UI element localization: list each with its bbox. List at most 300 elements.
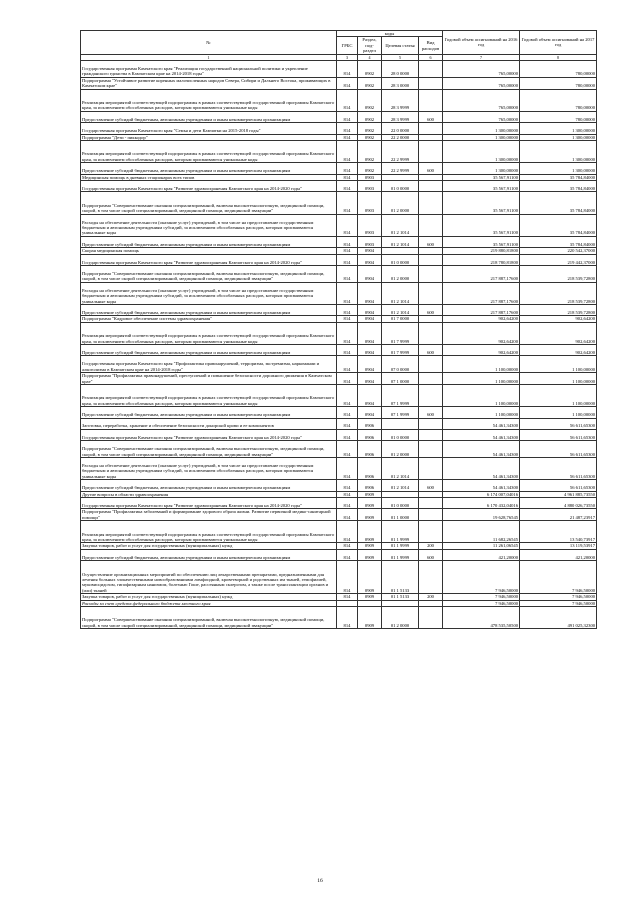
row-razdel: 0902 <box>358 141 382 163</box>
table-row <box>81 304 597 315</box>
row-razdel: 0909 <box>358 491 382 497</box>
table-row <box>81 123 597 134</box>
row-target-article: 01 2 1014 <box>382 480 419 491</box>
row-target-article: 01 2 1014 <box>382 304 419 315</box>
row-amount-2016: 1 100,00000 <box>443 356 520 373</box>
budget-table <box>80 30 597 629</box>
row-grbs: 814 <box>337 384 358 406</box>
table-row <box>81 214 597 236</box>
row-expense-type <box>419 61 443 78</box>
row-expense-type <box>419 441 443 458</box>
row-target-article: 28 3 9999 <box>382 111 419 122</box>
row-amount-2016: 6 174 007,04016 <box>443 491 520 497</box>
row-amount-2017: 491 025,32300 <box>520 607 597 629</box>
header-year-2016: Годовой объем ассигнований на 2016 год <box>443 31 520 55</box>
row-amount-2016: 1 100,00000 <box>443 407 520 418</box>
row-target-article: 07 1 9999 <box>382 407 419 418</box>
row-target-article <box>382 418 419 429</box>
row-grbs: 814 <box>337 192 358 214</box>
row-razdel: 0903 <box>358 236 382 247</box>
row-amount-2016: 765,00000 <box>443 111 520 122</box>
row-grbs: 814 <box>337 174 358 180</box>
row-razdel: 0909 <box>358 561 382 594</box>
row-expense-type <box>419 141 443 163</box>
row-amount-2016: 7 946,50000 <box>443 561 520 594</box>
table-row <box>81 509 597 521</box>
row-name: Закупка товаров, работ и услуг для государственных (муниципальных) нужд <box>81 594 337 600</box>
row-razdel: 0906 <box>358 418 382 429</box>
row-grbs: 814 <box>337 491 358 497</box>
row-name: Медицинская помощь в дневных стационарах всех типов <box>81 174 337 180</box>
row-target-article: 01 1 9999 <box>382 521 419 543</box>
row-amount-2016: 54 461,34300 <box>443 458 520 480</box>
row-expense-type <box>419 509 443 521</box>
row-amount-2017: 35 784,84000 <box>520 192 597 214</box>
column-index: 7 <box>443 54 520 60</box>
row-amount-2016: 19 628,76545 <box>443 509 520 521</box>
row-expense-type <box>419 607 443 629</box>
row-amount-2016: 902,64200 <box>443 322 520 344</box>
row-grbs: 814 <box>337 373 358 385</box>
row-grbs: 814 <box>337 429 358 440</box>
row-name: Подпрограмма "Совершенствование оказания специализированной, включая высокотехнологичную, медицинской помощи, скорой, в том числе скорой специализированной, медицинской помощи, медицинской эвакуации" <box>81 265 337 282</box>
row-amount-2017: 56 611,65300 <box>520 441 597 458</box>
row-amount-2017: 218 539,72800 <box>520 282 597 304</box>
row-expense-type: 600 <box>419 111 443 122</box>
row-grbs: 814 <box>337 111 358 122</box>
row-razdel: 0906 <box>358 429 382 440</box>
row-amount-2017: 902,64200 <box>520 322 597 344</box>
column-index: 3 <box>337 54 358 60</box>
row-grbs: 814 <box>337 61 358 78</box>
row-amount-2016: 218 780,81800 <box>443 254 520 265</box>
table-row <box>81 441 597 458</box>
row-razdel: 0904 <box>358 248 382 254</box>
row-expense-type <box>419 254 443 265</box>
row-target-article: 01 0 0000 <box>382 254 419 265</box>
row-name: Расходы на обеспечение деятельности (оказание услуг) учреждений, в том числе на предоставление государственным бюджетным и автономным учреждениям субсидий, за исключением обособленных расходов, которым присваиваются уникальные коды <box>81 214 337 236</box>
header-year-2017: Годовой объем ассигнований на 2017 год <box>520 31 597 55</box>
row-amount-2016: 7 946,50000 <box>443 594 520 600</box>
row-amount-2017: 1 300,00000 <box>520 163 597 174</box>
row-grbs: 814 <box>337 322 358 344</box>
row-grbs: 814 <box>337 236 358 247</box>
row-grbs: 814 <box>337 163 358 174</box>
row-amount-2016: 7 946,50000 <box>443 600 520 606</box>
row-expense-type <box>419 89 443 111</box>
row-grbs: 814 <box>337 480 358 491</box>
row-amount-2017: 1 300,00000 <box>520 134 597 140</box>
row-grbs: 814 <box>337 89 358 111</box>
row-amount-2017: 1 100,00000 <box>520 407 597 418</box>
table-row <box>81 141 597 163</box>
row-amount-2016: 35 567,91100 <box>443 214 520 236</box>
row-razdel: 0904 <box>358 304 382 315</box>
row-amount-2017: 902,64200 <box>520 344 597 355</box>
table-row <box>81 407 597 418</box>
table-row <box>81 61 597 78</box>
row-name: Предоставление субсидий бюджетным, автономным учреждениям и иным некоммерческим организациям <box>81 111 337 122</box>
header-razdel: Раздел, под-раздел <box>358 37 382 54</box>
row-amount-2016: 1 300,00000 <box>443 141 520 163</box>
row-amount-2016: 217 887,17600 <box>443 282 520 304</box>
table-row <box>81 458 597 480</box>
row-grbs: 814 <box>337 344 358 355</box>
column-index: 1 <box>81 54 337 60</box>
header-grbs: ГРБС <box>337 37 358 54</box>
row-amount-2016: 35 567,91100 <box>443 192 520 214</box>
row-expense-type <box>419 322 443 344</box>
row-amount-2017: 7 946,50000 <box>520 594 597 600</box>
row-name: Подпрограмма "Дети - пиккодор" <box>81 134 337 140</box>
row-expense-type <box>419 123 443 134</box>
row-amount-2016: 217 887,17600 <box>443 304 520 315</box>
row-target-article: 01 0 0000 <box>382 429 419 440</box>
row-razdel: 0903 <box>358 174 382 180</box>
row-expense-type <box>419 282 443 304</box>
row-amount-2017: 1 300,00000 <box>520 141 597 163</box>
row-expense-type <box>419 561 443 594</box>
row-expense-type <box>419 429 443 440</box>
row-razdel: 0902 <box>358 134 382 140</box>
header-target: Целевая статья <box>382 37 419 54</box>
row-target-article: 01 1 5133 <box>382 561 419 594</box>
row-expense-type <box>419 356 443 373</box>
row-target-article: 07 1 0000 <box>382 373 419 385</box>
row-target-article: 28 0 0000 <box>382 61 419 78</box>
row-amount-2017: 35 784,84000 <box>520 181 597 192</box>
row-razdel: 0902 <box>358 163 382 174</box>
row-amount-2017: 1 100,00000 <box>520 373 597 385</box>
row-target-article: 01 7 0000 <box>382 316 419 322</box>
row-grbs: 814 <box>337 141 358 163</box>
row-name: Осуществление организационных мероприятий по обеспечению лиц лекарственными препаратами, предназначенными для лечения больных злокачественными новообразованиями лимфоидной, кроветворной и родственных им тканей, гемофилией, муковисцидозом, гипофизарным нанизмом, болезнью Гоше, рассеянным склерозом, а также после трансплантации органов и (или) тканей <box>81 561 337 594</box>
row-razdel: 0909 <box>358 543 382 549</box>
row-name: Государственная программа Камчатского края "Развитие здравоохранения Камчатского края на 2014-2020 годы" <box>81 254 337 265</box>
row-amount-2017: 35 784,84000 <box>520 174 597 180</box>
row-target-article: 01 2 0000 <box>382 441 419 458</box>
row-amount-2017: 220 542,37000 <box>520 248 597 254</box>
table-row <box>81 77 597 89</box>
row-expense-type <box>419 418 443 429</box>
table-row <box>81 429 597 440</box>
row-expense-type <box>419 77 443 89</box>
row-name: Подпрограмма "Кадровое обеспечение системы здравоохранения" <box>81 316 337 322</box>
table-row <box>81 111 597 122</box>
row-amount-2017: 902,64200 <box>520 316 597 322</box>
row-amount-2017: 56 611,65300 <box>520 418 597 429</box>
row-razdel: 0902 <box>358 111 382 122</box>
row-razdel: 0904 <box>358 322 382 344</box>
row-name: Подпрограмма "Профилактика правонарушений, преступлений и повышение безопасности дорожного движения в Камчатском крае" <box>81 373 337 385</box>
row-amount-2016: 11 682,26545 <box>443 521 520 543</box>
row-amount-2017: 1 100,00000 <box>520 356 597 373</box>
row-amount-2016: 54 461,34300 <box>443 418 520 429</box>
row-expense-type <box>419 181 443 192</box>
row-razdel: 0909 <box>358 498 382 509</box>
table-row <box>81 373 597 385</box>
row-grbs: 814 <box>337 134 358 140</box>
row-razdel: 0904 <box>358 344 382 355</box>
row-amount-2017: 218 539,72800 <box>520 304 597 315</box>
row-expense-type: 600 <box>419 480 443 491</box>
row-grbs: 814 <box>337 304 358 315</box>
row-expense-type <box>419 498 443 509</box>
row-grbs: 814 <box>337 498 358 509</box>
row-razdel: 0906 <box>358 441 382 458</box>
row-razdel: 0904 <box>358 356 382 373</box>
row-expense-type <box>419 192 443 214</box>
table-header <box>81 31 597 61</box>
column-index: 5 <box>382 54 419 60</box>
row-expense-type: 600 <box>419 344 443 355</box>
row-target-article: 01 7 9999 <box>382 322 419 344</box>
row-amount-2016: 35 567,91100 <box>443 181 520 192</box>
row-amount-2017: 7 946,50000 <box>520 600 597 606</box>
row-razdel: 0902 <box>358 77 382 89</box>
row-target-article: 01 1 5133 <box>382 594 419 600</box>
row-amount-2016: 6 170 432,04016 <box>443 498 520 509</box>
header-number: № <box>81 31 337 55</box>
row-amount-2016: 219 880,81800 <box>443 248 520 254</box>
row-name: Расходы на обеспечение деятельности (оказание услуг) учреждений, в том числе на предоставление государственным бюджетным и автономным учреждениям субсидий, за исключением обособленных расходов, которым присваиваются уникальные коды <box>81 458 337 480</box>
row-target-article: 28 3 9999 <box>382 89 419 111</box>
row-amount-2017: 56 611,65300 <box>520 480 597 491</box>
table-row <box>81 384 597 406</box>
row-name: Подпрограмма "Профилактика заболеваний и формирование здорового образа жизни. Развитие первичной медико-санитарной помощи" <box>81 509 337 521</box>
table-row <box>81 521 597 543</box>
row-razdel: 0903 <box>358 192 382 214</box>
row-grbs: 814 <box>337 441 358 458</box>
row-grbs: 814 <box>337 509 358 521</box>
row-target-article: 01 2 1014 <box>382 236 419 247</box>
row-amount-2017: 13 540,73917 <box>520 521 597 543</box>
row-expense-type <box>419 265 443 282</box>
row-target-article: 01 2 1014 <box>382 214 419 236</box>
row-amount-2016: 765,00000 <box>443 61 520 78</box>
row-amount-2017: 219 442,37000 <box>520 254 597 265</box>
row-grbs: 814 <box>337 407 358 418</box>
row-grbs: 814 <box>337 265 358 282</box>
row-name: Предоставление субсидий бюджетным, автономным учреждениям и иным некоммерческим организациям <box>81 304 337 315</box>
row-razdel: 0904 <box>358 282 382 304</box>
row-expense-type: 600 <box>419 407 443 418</box>
row-name: Закупка товаров, работ и услуг для государственных (муниципальных) нужд <box>81 543 337 549</box>
table-row <box>81 356 597 373</box>
table-row <box>81 89 597 111</box>
row-grbs: 814 <box>337 248 358 254</box>
row-razdel: 0902 <box>358 123 382 134</box>
table-row <box>81 498 597 509</box>
row-name: Расходы на обеспечение деятельности (оказание услуг) учреждений, в том числе на предоставление государственным бюджетным и автономным учреждениям субсидий, за исключением обособленных расходов, которым присваиваются уникальные коды <box>81 282 337 304</box>
row-razdel: 0906 <box>358 480 382 491</box>
row-amount-2017: 1 300,00000 <box>520 123 597 134</box>
row-grbs: 814 <box>337 181 358 192</box>
row-amount-2017: 35 784,84000 <box>520 236 597 247</box>
row-name: Предоставление субсидий бюджетным, автономным учреждениям и иным некоммерческим организациям <box>81 163 337 174</box>
row-amount-2016: 54 461,34300 <box>443 429 520 440</box>
row-name: Государственная программа Камчатского края "Реализация государственной национальной политики и укрепление гражданского единства в Камчатском крае на 2014-2018 годы" <box>81 61 337 78</box>
row-grbs: 814 <box>337 282 358 304</box>
row-amount-2017: 21 487,23917 <box>520 509 597 521</box>
table-row <box>81 236 597 247</box>
table-row <box>81 480 597 491</box>
row-name: Другие вопросы в области здравоохранения <box>81 491 337 497</box>
row-razdel: 0909 <box>358 509 382 521</box>
row-name: Реализация мероприятий соответствующей подпрограммы в рамках соответствующей государственной программы Камчатского края, за исключением обособленных расходов, которым присваиваются уникальные коды <box>81 521 337 543</box>
row-name: Предоставление субсидий бюджетным, автономным учреждениям и иным некоммерческим организациям <box>81 236 337 247</box>
row-target-article: 01 2 0000 <box>382 192 419 214</box>
row-expense-type <box>419 521 443 543</box>
row-target-article: 01 2 1014 <box>382 282 419 304</box>
row-target-article: 22 2 9999 <box>382 141 419 163</box>
row-target-article: 01 7 9999 <box>382 344 419 355</box>
row-name: Предоставление субсидий бюджетным, автономным учреждениям и иным некоммерческим организациям <box>81 344 337 355</box>
row-amount-2016: 11 261,06545 <box>443 543 520 549</box>
row-expense-type: 200 <box>419 543 443 549</box>
row-amount-2016: 1 300,00000 <box>443 163 520 174</box>
row-name: Реализация мероприятий соответствующей подпрограммы в рамках соответствующей государственной программы Камчатского края, за исключением обособленных расходов, которым присваиваются уникальные коды <box>81 322 337 344</box>
row-razdel: 0904 <box>358 316 382 322</box>
row-razdel: 0904 <box>358 254 382 265</box>
table-body <box>81 61 597 629</box>
row-name: Расходы за счет средств федерального бюджета местного края <box>81 600 337 606</box>
row-target-article: 01 1 9999 <box>382 549 419 560</box>
row-amount-2017: 421,20000 <box>520 549 597 560</box>
row-razdel: 0902 <box>358 61 382 78</box>
row-amount-2017: 780,00000 <box>520 111 597 122</box>
row-name: Государственная программа Камчатского края "Семья и дети Камчатки на 2015-2018 годы" <box>81 123 337 134</box>
row-amount-2017: 780,00000 <box>520 61 597 78</box>
row-target-article: 01 1 0000 <box>382 509 419 521</box>
row-amount-2016: 54 461,34300 <box>443 480 520 491</box>
row-amount-2017: 35 784,84000 <box>520 214 597 236</box>
row-grbs: 814 <box>337 254 358 265</box>
row-amount-2016: 765,00000 <box>443 89 520 111</box>
page-number: 16 <box>317 878 323 884</box>
row-grbs: 814 <box>337 594 358 600</box>
row-amount-2017: 218 539,72800 <box>520 265 597 282</box>
row-target-article: 22 2 9999 <box>382 163 419 174</box>
table-row <box>81 344 597 355</box>
row-amount-2017: 780,00000 <box>520 77 597 89</box>
row-grbs: 814 <box>337 607 358 629</box>
row-razdel: 0902 <box>358 89 382 111</box>
row-target-article: 22 2 0000 <box>382 134 419 140</box>
row-expense-type: 600 <box>419 236 443 247</box>
row-razdel: 0904 <box>358 265 382 282</box>
row-expense-type <box>419 214 443 236</box>
row-target-article: 01 2 0000 <box>382 607 419 629</box>
row-razdel: 0904 <box>358 373 382 385</box>
row-amount-2017: 1 100,00000 <box>520 384 597 406</box>
row-razdel: 0903 <box>358 214 382 236</box>
row-name: Государственная программа Камчатского края "Развитие здравоохранения Камчатского края на 2014-2020 годы" <box>81 429 337 440</box>
table-row <box>81 181 597 192</box>
row-grbs: 814 <box>337 458 358 480</box>
table-row <box>81 254 597 265</box>
header-codes: коды <box>337 31 443 37</box>
row-amount-2016: 478 535,50500 <box>443 607 520 629</box>
row-name: Государственная программа Камчатского края "Профилактика правонарушений, терроризма, экстремизма, наркомании и алкоголизма в Камчатском крае на 2014-2018 годы" <box>81 356 337 373</box>
row-expense-type: 600 <box>419 549 443 560</box>
row-razdel: 0909 <box>358 549 382 560</box>
row-target-article: 01 2 1014 <box>382 458 419 480</box>
row-name: Государственная программа Камчатского края "Развитие здравоохранения Камчатского края на 2014-2020 годы" <box>81 181 337 192</box>
row-name: Реализация мероприятий соответствующей подпрограммы в рамках соответствующей государственной программы Камчатского края, за исключением обособленных расходов, которым присваиваются уникальные коды <box>81 384 337 406</box>
row-amount-2017: 7 946,50000 <box>520 561 597 594</box>
row-name: Подпрограмма "Совершенствование оказания специализированной, включая высокотехнологичную, медицинской помощи, скорой, в том числе скорой специализированной, медицинской помощи, медицинской эвакуации" <box>81 607 337 629</box>
row-amount-2016: 54 461,34300 <box>443 441 520 458</box>
row-expense-type <box>419 458 443 480</box>
row-amount-2017: 780,00000 <box>520 89 597 111</box>
row-name: Предоставление субсидий бюджетным, автономным учреждениям и иным некоммерческим организациям <box>81 480 337 491</box>
row-target-article: 01 0 0000 <box>382 181 419 192</box>
row-amount-2016: 421,20000 <box>443 549 520 560</box>
row-target-article: 01 2 0000 <box>382 265 419 282</box>
row-razdel: 0903 <box>358 181 382 192</box>
row-amount-2017: 56 611,65300 <box>520 458 597 480</box>
table-row <box>81 418 597 429</box>
row-expense-type: 200 <box>419 594 443 600</box>
row-target-article: 01 0 0000 <box>382 498 419 509</box>
column-index: 4 <box>358 54 382 60</box>
row-expense-type <box>419 384 443 406</box>
row-grbs: 814 <box>337 549 358 560</box>
row-grbs: 814 <box>337 356 358 373</box>
row-grbs: 814 <box>337 521 358 543</box>
row-expense-type <box>419 373 443 385</box>
row-name: Скорая медицинская помощь <box>81 248 337 254</box>
row-name: Подпрограмма "Устойчивое развитие коренных малочисленных народов Севера, Сибири и Дальнего Востока, проживающих в Камчатском крае" <box>81 77 337 89</box>
row-amount-2016: 35 567,91100 <box>443 174 520 180</box>
row-name: Реализация мероприятий соответствующей подпрограммы в рамках соответствующей государственной программы Камчатского края, за исключением обособленных расходов, которым присваиваются уникальные коды <box>81 89 337 111</box>
row-razdel: 0904 <box>358 407 382 418</box>
row-amount-2016: 1 100,00000 <box>443 373 520 385</box>
row-name: Подпрограмма "Совершенствование оказания специализированной, включая высокотехнологичную, медицинской помощи, скорой, в том числе скорой специализированной, медицинской помощи, медицинской эвакуации" <box>81 192 337 214</box>
row-razdel: 0909 <box>358 607 382 629</box>
table-row <box>81 282 597 304</box>
table-row <box>81 322 597 344</box>
row-grbs: 814 <box>337 316 358 322</box>
row-amount-2016: 1 100,00000 <box>443 384 520 406</box>
row-name: Реализация мероприятий соответствующей подпрограммы в рамках соответствующей государственной программы Камчатского края, за исключением обособленных расходов, которым присваиваются уникальные коды <box>81 141 337 163</box>
row-amount-2016: 765,00000 <box>443 77 520 89</box>
row-name: Заготовка, переработка, хранение и обеспечение безопасности донорской крови и ее компонентов <box>81 418 337 429</box>
table-row <box>81 549 597 560</box>
row-razdel: 0909 <box>358 594 382 600</box>
row-grbs: 814 <box>337 418 358 429</box>
row-target-article: 28 3 0000 <box>382 77 419 89</box>
row-amount-2016: 1 300,00000 <box>443 123 520 134</box>
row-amount-2016: 217 887,17600 <box>443 265 520 282</box>
row-name: Государственная программа Камчатского края "Развитие здравоохранения Камчатского края на 2014-2020 годы" <box>81 498 337 509</box>
table-row <box>81 265 597 282</box>
row-amount-2016: 902,64200 <box>443 316 520 322</box>
row-target-article: 07 0 0000 <box>382 356 419 373</box>
row-target-article: 22 0 0000 <box>382 123 419 134</box>
row-grbs: 814 <box>337 123 358 134</box>
row-expense-type: 600 <box>419 304 443 315</box>
row-target-article: 01 1 9999 <box>382 543 419 549</box>
row-grbs: 814 <box>337 214 358 236</box>
table-row <box>81 607 597 629</box>
row-razdel: 0906 <box>358 458 382 480</box>
column-index: 6 <box>419 54 443 60</box>
row-grbs: 814 <box>337 77 358 89</box>
table-row <box>81 192 597 214</box>
row-amount-2017: 56 611,65300 <box>520 429 597 440</box>
